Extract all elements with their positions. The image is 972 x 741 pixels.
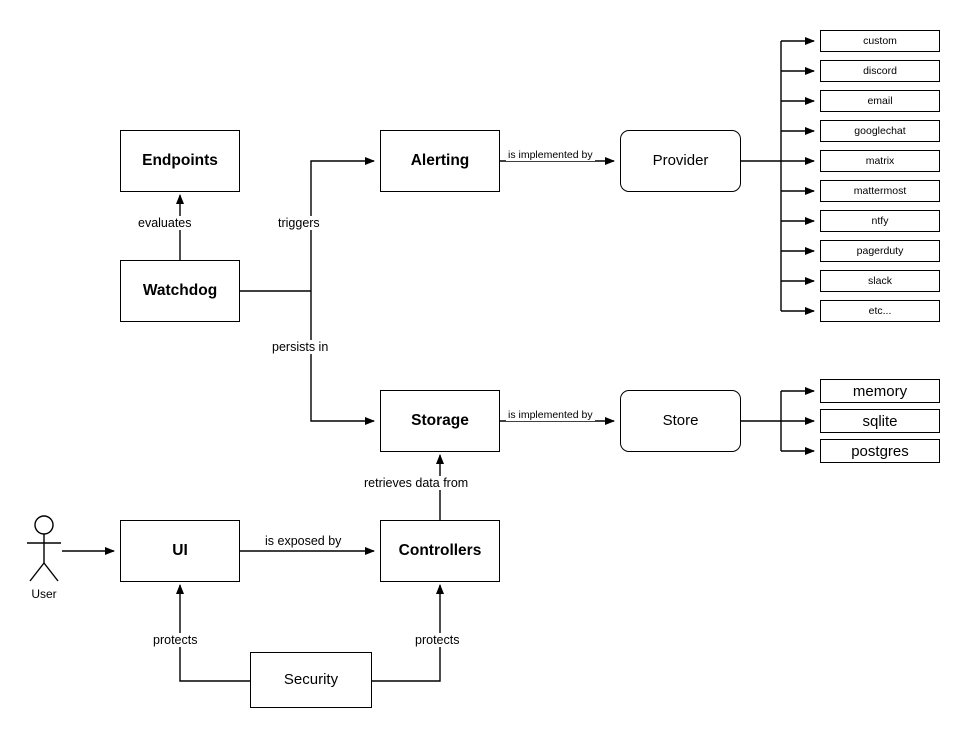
provider-item-label: mattermost xyxy=(853,185,907,197)
provider-item-label: matrix xyxy=(865,155,895,167)
provider-item-label: googlechat xyxy=(854,125,906,137)
edge-label-is-exposed-by: is exposed by xyxy=(265,534,342,548)
edge-label-alerting-provider: is implemented by xyxy=(508,149,593,161)
provider-item-googlechat[interactable] xyxy=(820,120,940,142)
edge-label-retrieves-data-from: retrieves data from xyxy=(364,476,469,490)
store-item-sqlite[interactable] xyxy=(820,409,940,433)
user-actor-label: User xyxy=(31,587,57,601)
provider-item-label: pagerduty xyxy=(856,245,904,257)
node-alerting[interactable] xyxy=(380,130,500,192)
node-store[interactable] xyxy=(620,390,741,452)
node-security[interactable] xyxy=(250,652,372,708)
store-item-label: postgres xyxy=(851,442,909,460)
edge-label-protects-controllers: protects xyxy=(415,633,460,647)
node-endpoints[interactable] xyxy=(120,130,240,192)
edge-label-protects-ui: protects xyxy=(153,633,198,647)
provider-item-slack[interactable] xyxy=(820,270,940,292)
store-item-label: memory xyxy=(852,382,908,400)
store-item-label: sqlite xyxy=(862,412,898,430)
provider-item-matrix[interactable] xyxy=(820,150,940,172)
provider-item-email[interactable] xyxy=(820,90,940,112)
edge-label-triggers: triggers xyxy=(278,216,320,230)
provider-item-label: discord xyxy=(863,65,897,77)
node-storage-label: Storage xyxy=(411,412,469,430)
provider-item-etc[interactable] xyxy=(820,300,940,322)
provider-item-label: etc... xyxy=(868,305,892,317)
provider-item-discord[interactable] xyxy=(820,60,940,82)
node-alerting-label: Alerting xyxy=(410,152,470,170)
provider-item-label: slack xyxy=(868,275,892,287)
provider-item-ntfy[interactable] xyxy=(820,210,940,232)
node-watchdog-label: Watchdog xyxy=(142,282,218,300)
node-controllers-label: Controllers xyxy=(398,542,482,560)
provider-item-label: email xyxy=(867,95,893,107)
edge-label-storage-store: is implemented by xyxy=(508,409,593,421)
node-store-label: Store xyxy=(662,411,699,429)
provider-item-label: ntfy xyxy=(871,215,889,227)
store-item-postgres[interactable] xyxy=(820,439,940,463)
edge-label-evaluates: evaluates xyxy=(138,216,192,230)
provider-item-label: custom xyxy=(863,35,897,47)
store-item-memory[interactable] xyxy=(820,379,940,403)
node-provider[interactable] xyxy=(620,130,741,192)
node-ui[interactable] xyxy=(120,520,240,582)
node-storage[interactable] xyxy=(380,390,500,452)
provider-item-pagerduty[interactable] xyxy=(820,240,940,262)
provider-item-custom[interactable] xyxy=(820,30,940,52)
node-watchdog[interactable] xyxy=(120,260,240,322)
edge-label-persists-in: persists in xyxy=(272,340,329,354)
node-provider-label: Provider xyxy=(652,151,709,169)
node-controllers[interactable] xyxy=(380,520,500,582)
provider-item-mattermost[interactable] xyxy=(820,180,940,202)
node-security-label: Security xyxy=(283,670,339,688)
node-ui-label: UI xyxy=(172,542,188,560)
node-endpoints-label: Endpoints xyxy=(142,152,218,170)
user-actor-icon xyxy=(27,516,61,581)
